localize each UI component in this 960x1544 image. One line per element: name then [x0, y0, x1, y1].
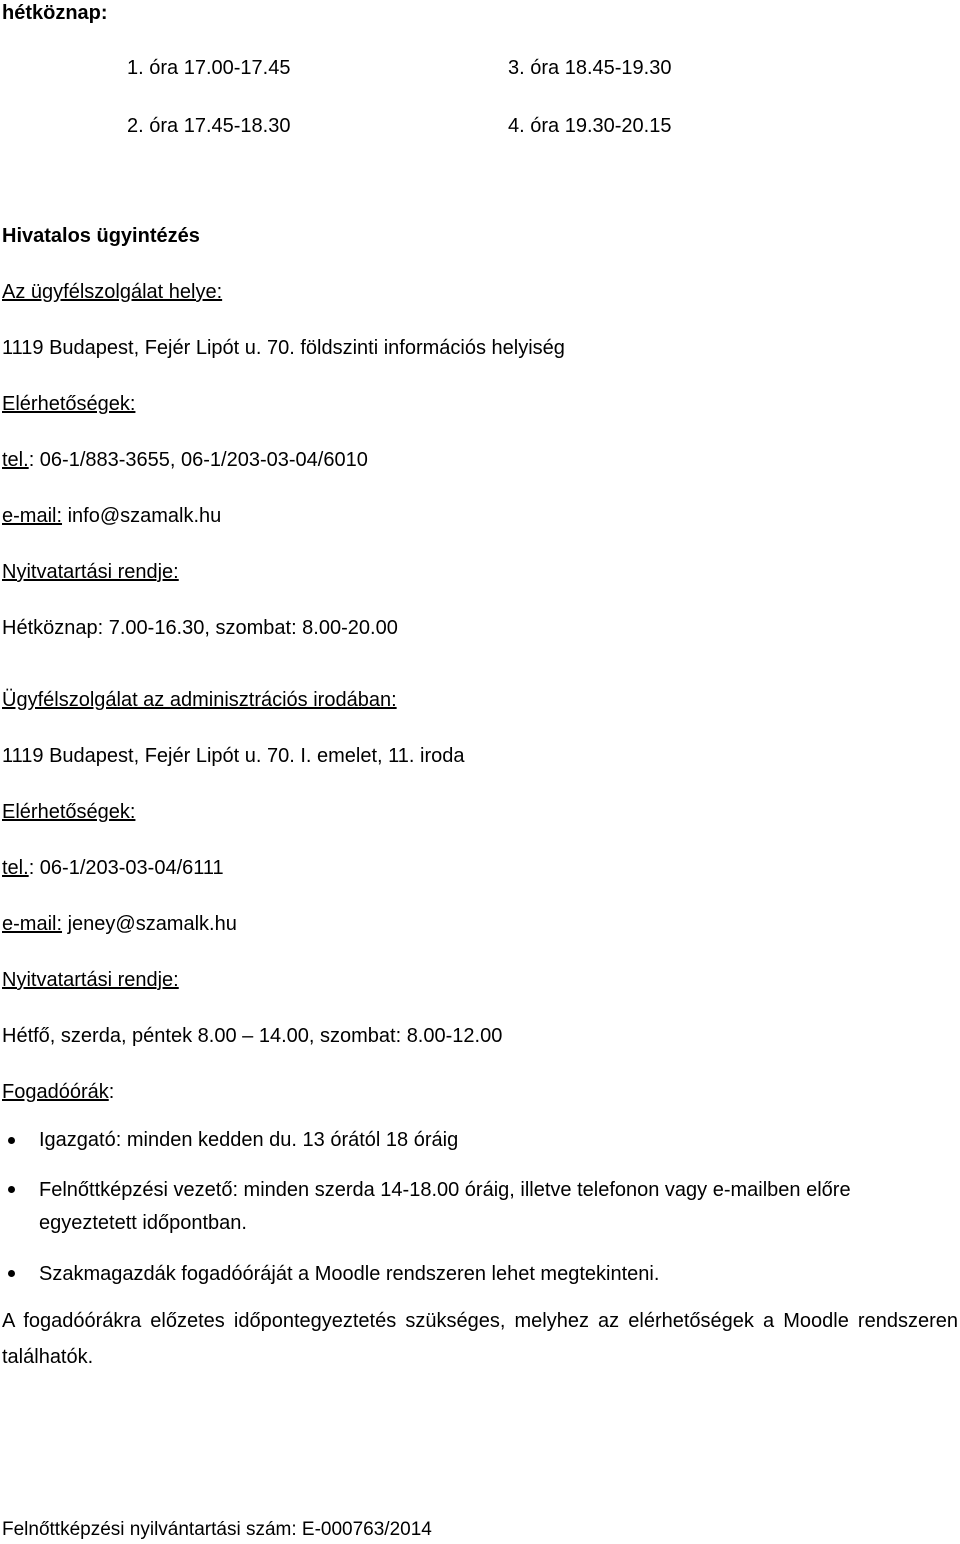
- official-hours: Hétköznap: 7.00-16.30, szombat: 8.00-20.00: [2, 617, 398, 639]
- official-heading: Hivatalos ügyintézés: [2, 225, 200, 247]
- official-email: [2, 504, 221, 528]
- bullet-dot: [8, 1270, 15, 1277]
- reception-colon: :: [108, 1081, 115, 1103]
- bullet-item: Szakmagazdák fogadóóráját a Moodle rendszeren lehet megtekinteni.: [39, 1263, 660, 1285]
- schedule-slot: 1. óra 17.00-17.45: [127, 57, 291, 79]
- reception-label-text: Fogadóórák: [2, 1081, 109, 1103]
- admin-email-label: e-mail:: [2, 913, 63, 935]
- schedule-slot: 4. óra 19.30-20.15: [508, 115, 672, 137]
- schedule-slot: 2. óra 17.45-18.30: [127, 115, 291, 137]
- bullet-dot: [8, 1137, 15, 1144]
- bullet-dot: [8, 1186, 15, 1193]
- bullet-item-continuation: egyeztetett időpontban.: [39, 1212, 247, 1234]
- official-address: 1119 Budapest, Fejér Lipót u. 70. földszinti információs helyiség: [2, 337, 565, 359]
- schedule-heading: hétköznap:: [2, 2, 108, 24]
- official-tel: [2, 448, 368, 472]
- admin-hours-label: Nyitvatartási rendje:: [2, 969, 179, 991]
- appointment-note: A fogadóórákra előzetes időpontegyeztetés szükséges, melyhez az elérhetőségek a Moodle rendszeren találhatók.: [2, 1310, 958, 1368]
- admin-email: [2, 912, 237, 936]
- bullet-item: Felnőttképzési vezető: minden szerda 14-18.00 óráig, illetve telefonon vagy e-mailben előre: [39, 1179, 851, 1201]
- bullet-item: Igazgató: minden kedden du. 13 órától 18 óráig: [39, 1129, 459, 1151]
- admin-tel-label: tel.: [2, 857, 29, 879]
- registration-number: Felnőttképzési nyilvántartási szám: E-000763/2014: [2, 1519, 432, 1540]
- schedule-slot: 3. óra 18.45-19.30: [508, 57, 672, 79]
- tel-label: tel.: [2, 449, 29, 471]
- contacts-label: Elérhetőségek:: [2, 393, 136, 415]
- tel-value: : 06-1/883-3655, 06-1/203-03-04/6010: [28, 449, 368, 471]
- email-label: e-mail:: [2, 505, 63, 527]
- admin-hours: Hétfő, szerda, péntek 8.00 – 14.00, szombat: 8.00-12.00: [2, 1025, 503, 1047]
- admin-heading: Ügyfélszolgálat az adminisztrációs irodában:: [2, 689, 397, 711]
- reception-label: [2, 1080, 114, 1104]
- admin-contacts-label: Elérhetőségek:: [2, 801, 136, 823]
- admin-tel: [2, 856, 224, 880]
- admin-address: 1119 Budapest, Fejér Lipót u. 70. I. emelet, 11. iroda: [2, 745, 465, 767]
- admin-tel-value: : 06-1/203-03-04/6111: [28, 857, 224, 879]
- hours-label: Nyitvatartási rendje:: [2, 561, 179, 583]
- email-value[interactable]: info@szamalk.hu: [62, 505, 222, 527]
- location-label: Az ügyfélszolgálat helye:: [2, 281, 223, 303]
- admin-email-value[interactable]: jeney@szamalk.hu: [62, 913, 237, 935]
